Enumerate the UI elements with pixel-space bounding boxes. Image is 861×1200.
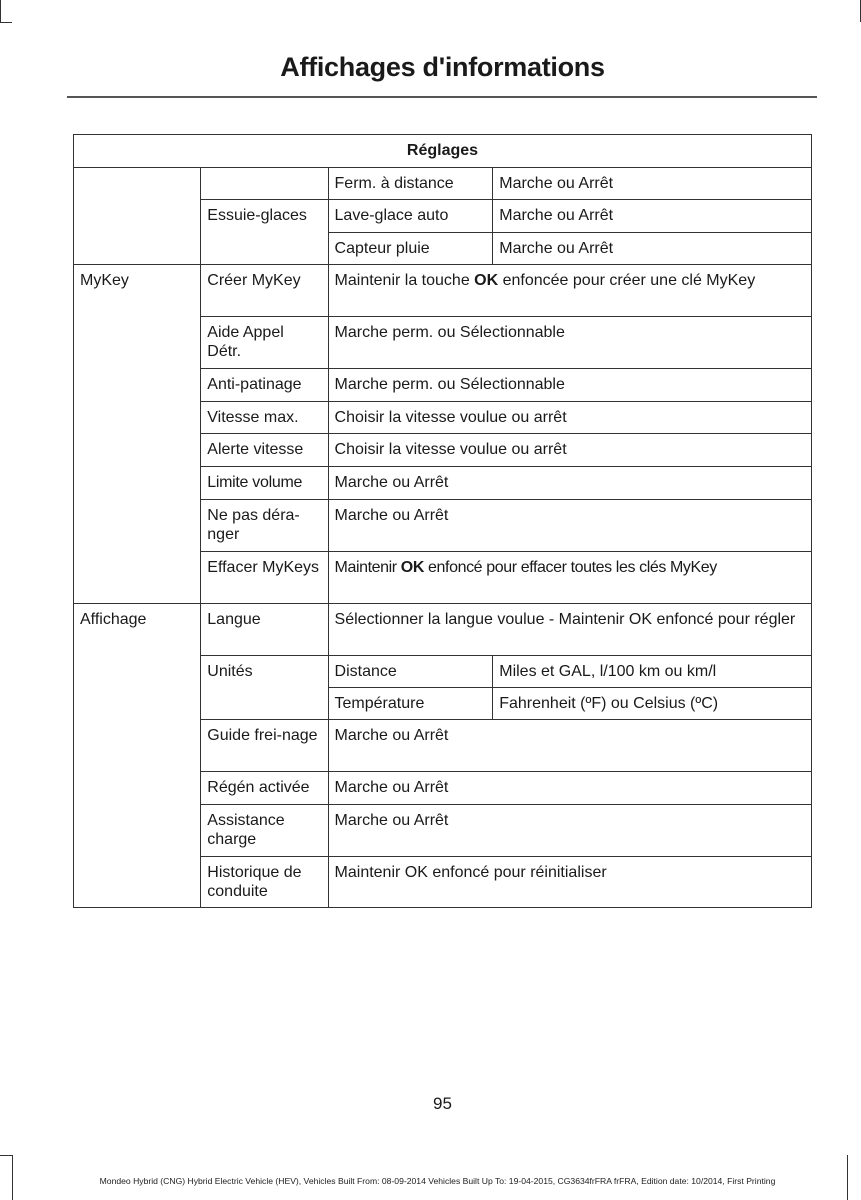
settings-table (73, 134, 812, 908)
cell-setting: Assistance charge (201, 805, 328, 857)
cell-category: MyKey (74, 265, 201, 604)
cell-value (328, 552, 811, 604)
title-rule (67, 96, 817, 98)
cell-value: Maintenir OK enfoncé pour réinitialiser (328, 857, 811, 908)
cell-value: Marche ou Arrêt (328, 720, 811, 772)
cell-value: Marche ou Arrêt (493, 200, 812, 233)
cell-subsetting: Capteur pluie (328, 233, 493, 265)
empty-cell (74, 168, 201, 265)
table-row (74, 168, 812, 200)
crop-mark (0, 1155, 12, 1156)
table-row (74, 265, 812, 317)
empty-cell (201, 168, 328, 200)
text: Maintenir (334, 559, 401, 576)
cell-value: Marche ou Arrêt (493, 168, 812, 200)
cell-subsetting: Température (328, 688, 493, 720)
cell-value: Marche ou Arrêt (328, 772, 811, 805)
cell-setting: Ne pas déra-nger (201, 500, 328, 552)
page-title: Affichages d'informations (280, 52, 605, 82)
table-header-row (74, 135, 812, 168)
cell-setting: Unités (201, 656, 328, 720)
cell-setting: Langue (201, 604, 328, 656)
cell-setting: Effacer MyKeys (201, 552, 328, 604)
cell-value: Marche ou Arrêt (328, 500, 811, 552)
cell-value: Choisir la vitesse voulue ou arrêt (328, 402, 811, 434)
cell-setting: Créer MyKey (201, 265, 328, 317)
cell-subsetting: Distance (328, 656, 493, 688)
bold-text: OK (400, 559, 424, 576)
cell-subsetting: Lave-glace auto (328, 200, 493, 233)
cell-setting: Limite volume (201, 467, 328, 500)
cell-setting: Guide frei-nage (201, 720, 328, 772)
cell-value: Fahrenheit (ºF) ou Celsius (ºC) (493, 688, 812, 720)
cell-value: Marche perm. ou Sélectionnable (328, 369, 811, 402)
cell-setting: Régén activée (201, 772, 328, 805)
table-row (74, 604, 812, 656)
cell-value: Sélectionner la langue voulue - Maintenir OK enfoncé pour régler (328, 604, 811, 656)
text: Maintenir la touche (334, 272, 475, 289)
text: enfoncée pour créer une clé MyKey (498, 272, 756, 289)
text: enfoncé pour effacer toutes les clés MyKey (424, 559, 717, 576)
cell-value: Marche ou Arrêt (328, 805, 811, 857)
cell-value (328, 265, 811, 317)
cell-subsetting: Ferm. à distance (328, 168, 493, 200)
cell-setting: Alerte vitesse (201, 434, 328, 467)
cell-setting: Historique de conduite (201, 857, 328, 908)
page-number: 95 (433, 1094, 452, 1113)
cell-value: Miles et GAL, l/100 km ou km/l (493, 656, 812, 688)
crop-mark (0, 22, 12, 23)
cell-value: Marche ou Arrêt (328, 467, 811, 500)
cell-value: Marche perm. ou Sélectionnable (328, 317, 811, 369)
footer-text: Mondeo Hybrid (CNG) Hybrid Electric Vehicle (HEV), Vehicles Built From: 08-09-2014 Vehicles Built Up To: 19-04-2015, CG3634frFRA frFRA, Edition date: 10/2014, First Printing (99, 1176, 776, 1186)
cell-value: Marche ou Arrêt (493, 233, 812, 265)
table-caption: Réglages (74, 135, 812, 168)
cell-value: Choisir la vitesse voulue ou arrêt (328, 434, 811, 467)
cell-setting: Essuie-glaces (201, 200, 328, 265)
cell-category: Affichage (74, 604, 201, 908)
bold-text: OK (474, 272, 499, 289)
cell-setting: Anti-patinage (201, 369, 328, 402)
cell-setting: Aide Appel Détr. (201, 317, 328, 369)
crop-mark (0, 0, 1, 22)
cell-setting: Vitesse max. (201, 402, 328, 434)
